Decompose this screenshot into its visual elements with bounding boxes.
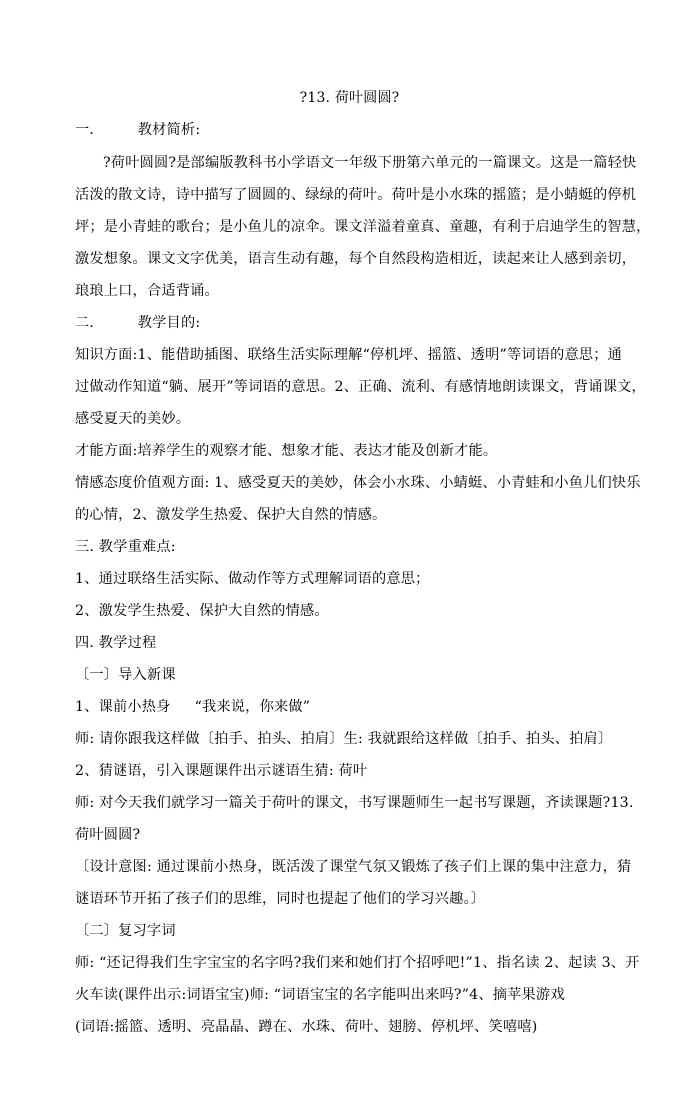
step-label: 1、课前小热身: [75, 699, 171, 715]
paragraph-line: 琅琅上口，合适背诵。: [75, 283, 219, 299]
paragraph-line: 荷叶圆圆?: [75, 827, 141, 843]
paragraph-line: 1、通过联络生活实际、做动作等方式理解词语的意思；: [75, 571, 430, 587]
section-title: 教材简析:: [137, 122, 201, 138]
paragraph-line: (词语:摇篮、透明、亮晶晶、蹲在、水珠、荷叶、翅膀、停机坪、笑嘻嘻): [75, 1019, 538, 1035]
paragraph-line: 2、激发学生热爱、保护大自然的情感。: [75, 603, 329, 619]
paragraph-line: 感受夏天的美妙。: [75, 411, 191, 427]
section-title: 教学目的:: [137, 315, 201, 331]
document-title: ?13. 荷叶圆圆?: [299, 90, 400, 106]
paragraph-line: 2、猜谜语，引入课题课件出示谜语生猜: 荷叶: [75, 763, 368, 779]
paragraph-line: 知识方面:1、能借助插图、联络生活实际理解“停机坪、摇篮、透明”等词语的意思；通: [75, 347, 623, 363]
section-heading-4: 四. 教学过程: [75, 635, 157, 651]
paragraph-line: 的心情，2、激发学生热爱、保护大自然的情感。: [75, 507, 387, 523]
section-heading-2: [75, 313, 635, 333]
paragraph-line: 坪；是小青蛙的歌台；是小鱼儿的凉伞。课文洋溢着童真、童趣，有利于启迪学生的智慧，: [75, 219, 651, 235]
paragraph-line: ?荷叶圆圆?是部编版教科书小学语文一年级下册第六单元的一篇课文。这是一篇轻快: [103, 155, 637, 171]
section-number: 二．: [75, 315, 104, 331]
paragraph-line: 师: “还记得我们生字宝宝的名字吗?我们来和她们打个招呼吧!”1、指名读 2、起读 3、开: [75, 955, 640, 971]
design-note-line: 〔设计意图: 通过课前小热身，既活泼了课堂气氛又锻炼了孩子们上课的集中注意力，猜: [75, 859, 632, 875]
paragraph-line: 才能方面:培养学生的观察才能、想象才能、表达才能及创新才能。: [75, 443, 498, 459]
paragraph-line: 师: 请你跟我这样做〔拍手、拍头、拍肩〕生: 我就跟给这样做〔拍手、拍头、拍肩〕: [75, 731, 613, 747]
section-heading-1: [75, 120, 635, 140]
section-heading-3: 三. 教学重难点:: [75, 539, 176, 555]
paragraph-line: 活泼的散文诗，诗中描写了圆圆的、绿绿的荷叶。荷叶是小水珠的摇篮；是小蜻蜓的停机: [75, 187, 637, 203]
paragraph-line: 火车读(课件出示:词语宝宝)师: “词语宝宝的名字能叫出来吗?”4、摘苹果游戏: [75, 987, 565, 1003]
game-quote: “我来说，你来做”: [194, 699, 311, 715]
paragraph-line: 师: 对今天我们就学习一篇关于荷叶的课文，书写课题师生一起书写课题，齐读课题?13.: [75, 795, 634, 811]
paragraph-line: 情感态度价值观方面: 1、感受夏天的美妙，体会小水珠、小蜻蜓、小青蛙和小鱼儿们快乐: [75, 475, 641, 491]
subsection-heading: 〔二〕复习字词: [75, 923, 176, 939]
paragraph-line: [75, 697, 635, 717]
subsection-heading: 〔一〕导入新课: [75, 667, 176, 683]
design-note-line: 谜语环节开拓了孩子们的思维，同时也提起了他们的学习兴趣。〕: [75, 891, 486, 907]
section-number: 一．: [75, 122, 104, 138]
paragraph-line: 激发想象。课文文字优美，语言生动有趣，每个自然段构造相近，读起来让人感到亲切，: [75, 251, 637, 267]
paragraph-line: 过做动作知道“躺、展开”等词语的意思。2、正确、流利、有感情地朗读课文，背诵课文，: [75, 379, 646, 395]
